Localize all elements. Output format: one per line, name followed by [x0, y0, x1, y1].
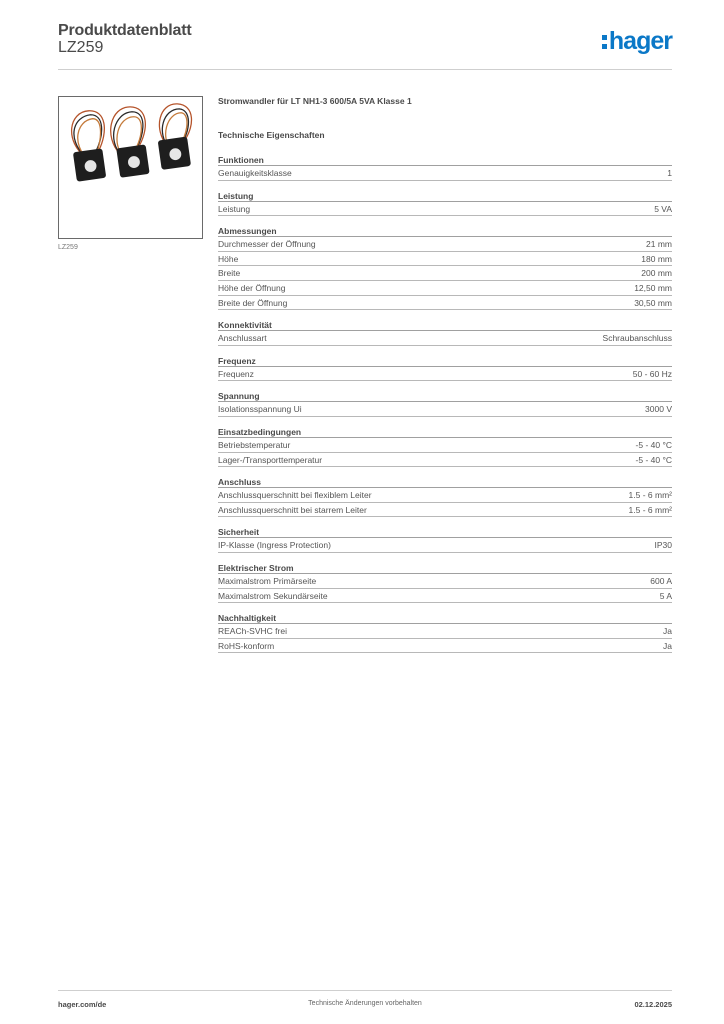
spec-label: Maximalstrom Primärseite: [218, 575, 317, 586]
spec-row: [218, 639, 672, 654]
spec-label: Anschlussart: [218, 333, 267, 344]
spec-section: [218, 154, 672, 181]
section-title: Konnektivität: [218, 319, 672, 331]
spec-row: [218, 367, 672, 382]
current-transformer-image: [59, 97, 202, 238]
page-footer: [58, 990, 672, 1010]
spec-row: [218, 402, 672, 417]
section-title: Nachhaltigkeit: [218, 612, 672, 624]
spec-row: [218, 281, 672, 296]
spec-value: 3000 V: [645, 404, 672, 415]
spec-value: 1: [667, 168, 672, 178]
spec-label: Höhe der Öffnung: [218, 282, 286, 293]
section-title: Frequenz: [218, 355, 672, 367]
spec-value: 5 VA: [654, 203, 672, 214]
spec-row: [218, 624, 672, 639]
footer-website-link[interactable]: hager.com/de: [58, 1000, 107, 1009]
section-title: Leistung: [218, 190, 672, 202]
spec-row: [218, 503, 672, 518]
spec-value: 200 mm: [641, 268, 672, 279]
spec-label: Anschlussquerschnitt bei starrem Leiter: [218, 504, 367, 515]
page-header: [58, 22, 672, 70]
spec-value: 50 - 60 Hz: [632, 368, 672, 379]
spec-label: REACh-SVHC frei: [218, 626, 287, 637]
logo-text: hager: [608, 27, 672, 55]
spec-value: 30,50 mm: [634, 297, 672, 308]
spec-section: [218, 562, 672, 603]
spec-label: Lager-/Transporttemperatur: [218, 454, 323, 465]
spec-section: [218, 390, 672, 417]
spec-label: Breite der Öffnung: [218, 297, 288, 308]
spec-row: [218, 538, 672, 553]
spec-value: 180 mm: [641, 253, 672, 264]
spec-value: -5 - 40 °C: [635, 454, 672, 465]
spec-row: [218, 453, 672, 468]
spec-value: -5 - 40 °C: [635, 439, 672, 450]
spec-value: IP30: [654, 540, 672, 551]
spec-value: Ja: [663, 626, 672, 637]
spec-row: [218, 331, 672, 346]
spec-row: [218, 252, 672, 267]
product-code: LZ259: [58, 39, 104, 56]
spec-section: [218, 476, 672, 517]
product-image: [58, 96, 203, 239]
footer-disclaimer: Technische Änderungen vorbehalten: [308, 1000, 422, 1007]
spec-section: [218, 225, 672, 310]
spec-row: [218, 202, 672, 217]
spec-row: [218, 266, 672, 281]
section-title: Anschluss: [218, 476, 672, 488]
hager-logo: [602, 28, 672, 54]
footer-date: 02.12.2025: [634, 1000, 672, 1009]
technical-properties-heading: Technische Eigenschaften: [218, 130, 325, 140]
spec-section: [218, 526, 672, 553]
spec-row: [218, 488, 672, 503]
spec-label: Durchmesser der Öffnung: [218, 239, 316, 250]
spec-label: Maximalstrom Sekundärseite: [218, 590, 328, 601]
spec-label: Anschlussquerschnitt bei flexiblem Leiter: [218, 490, 372, 501]
section-title: Sicherheit: [218, 526, 672, 538]
section-title: Funktionen: [218, 154, 672, 166]
spec-label: Isolationsspannung Ui: [218, 404, 302, 415]
logo-dots-icon: [602, 35, 607, 49]
spec-value: 5 A: [659, 590, 672, 601]
section-title: Einsatzbedingungen: [218, 426, 672, 438]
spec-section: [218, 319, 672, 346]
spec-value: 600 A: [650, 575, 672, 586]
spec-row: [218, 166, 672, 181]
spec-label: IP-Klasse (Ingress Protection): [218, 540, 331, 551]
spec-sections: [218, 154, 672, 653]
product-title: Stromwandler für LT NH1-3 600/5A 5VA Klasse 1: [218, 96, 412, 106]
spec-label: Leistung: [218, 203, 251, 214]
spec-row: [218, 438, 672, 453]
spec-value: 1.5 - 6 mm²: [628, 490, 672, 501]
spec-row: [218, 296, 672, 311]
image-caption: LZ259: [58, 244, 78, 251]
spec-label: Breite: [218, 268, 241, 279]
spec-value: 1.5 - 6 mm²: [628, 504, 672, 515]
section-title: Spannung: [218, 390, 672, 402]
spec-label: Frequenz: [218, 368, 254, 379]
document-title: Produktdatenblatt: [58, 22, 192, 39]
spec-row: [218, 574, 672, 589]
spec-label: RoHS-konform: [218, 640, 275, 651]
spec-label: Genauigkeitsklasse: [218, 168, 292, 178]
spec-value: Schraubanschluss: [602, 333, 672, 344]
spec-content: [218, 96, 672, 662]
spec-value: 12,50 mm: [634, 282, 672, 293]
section-title: Elektrischer Strom: [218, 562, 672, 574]
spec-value: Ja: [663, 640, 672, 651]
spec-value: 21 mm: [646, 239, 672, 250]
spec-row: [218, 237, 672, 252]
spec-section: [218, 355, 672, 382]
section-title: Abmessungen: [218, 225, 672, 237]
spec-label: Betriebstemperatur: [218, 439, 291, 450]
spec-row: [218, 589, 672, 604]
spec-section: [218, 426, 672, 467]
spec-label: Höhe: [218, 253, 239, 264]
spec-section: [218, 612, 672, 653]
spec-section: [218, 190, 672, 217]
